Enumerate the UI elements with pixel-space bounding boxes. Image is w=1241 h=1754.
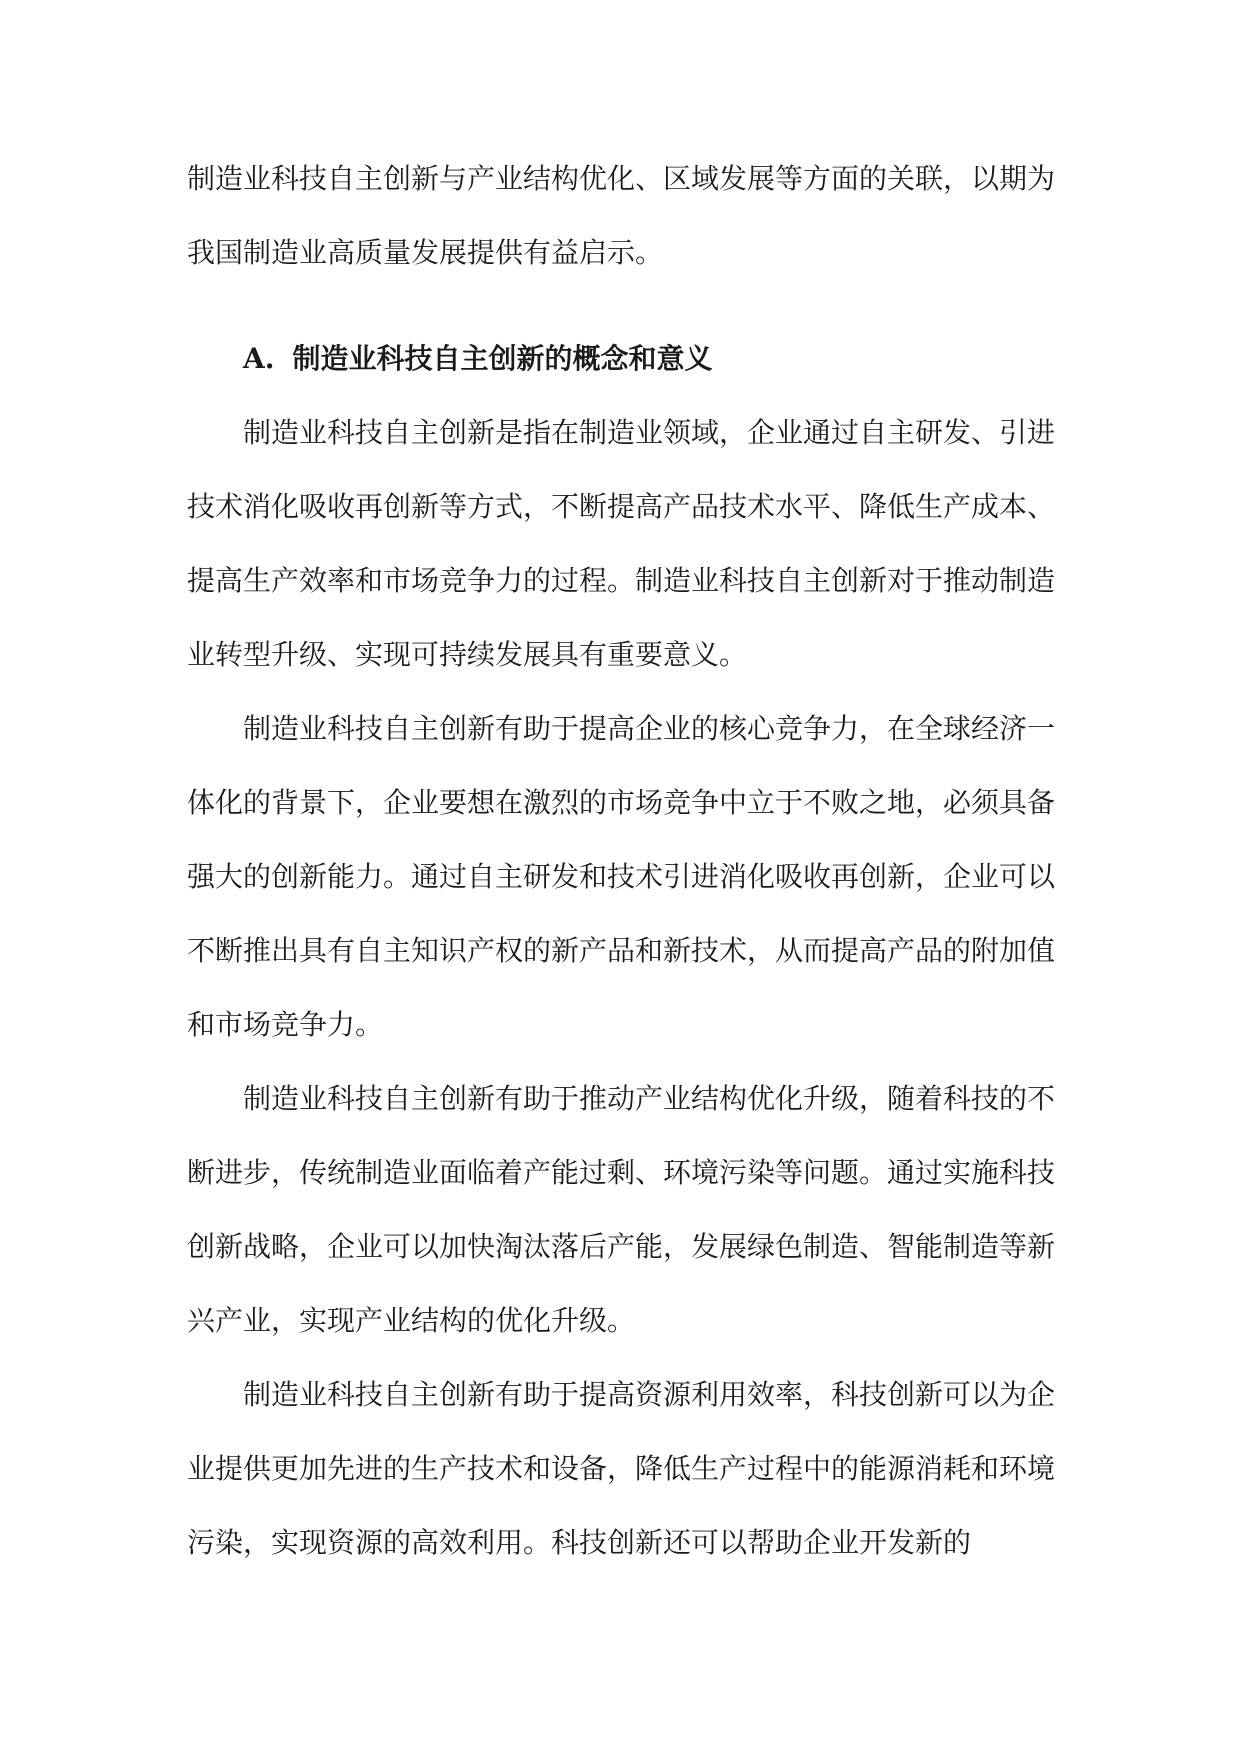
continuation-paragraph: 制造业科技自主创新与产业结构优化、区域发展等方面的关联，以期为我国制造业高质量发展提供有益启示。 bbox=[187, 162, 1056, 269]
body-paragraph-4: 制造业科技自主创新有助于提高资源利用效率，科技创新可以为企业提供更加先进的生产技术和设备，降低生产过程中的能源消耗和环境污染，实现资源的高效利用。科技创新还可以帮助企业开发新的 bbox=[187, 1378, 1056, 1559]
document-body bbox=[187, 142, 1055, 1580]
body-paragraph-3: 制造业科技自主创新有助于推动产业结构优化升级，随着科技的不断进步，传统制造业面临着产能过剩、环境污染等问题。通过实施科技创新战略，企业可以加快淘汰落后产能，发展绿色制造、智能制造等新兴产业，实现产业结构的优化升级。 bbox=[187, 1082, 1056, 1337]
section-heading bbox=[187, 322, 1055, 396]
section-label: A. bbox=[243, 342, 275, 375]
body-paragraph-1: 制造业科技自主创新是指在制造业领域，企业通过自主研发、引进技术消化吸收再创新等方式，不断提高产品技术水平、降低生产成本、提高生产效率和市场竞争力的过程。制造业科技自主创新对于推动制造业转型升级、实现可持续发展具有重要意义。 bbox=[187, 416, 1056, 671]
section-title: 制造业科技自主创新的概念和意义 bbox=[292, 342, 713, 375]
body-paragraph-2: 制造业科技自主创新有助于提高企业的核心竞争力，在全球经济一体化的背景下，企业要想在激烈的市场竞争中立于不败之地，必须具备强大的创新能力。通过自主研发和技术引进消化吸收再创新，企业可以不断推出具有自主知识产权的新产品和新技术，从而提高产品的附加值和市场竞争力。 bbox=[187, 712, 1056, 1041]
